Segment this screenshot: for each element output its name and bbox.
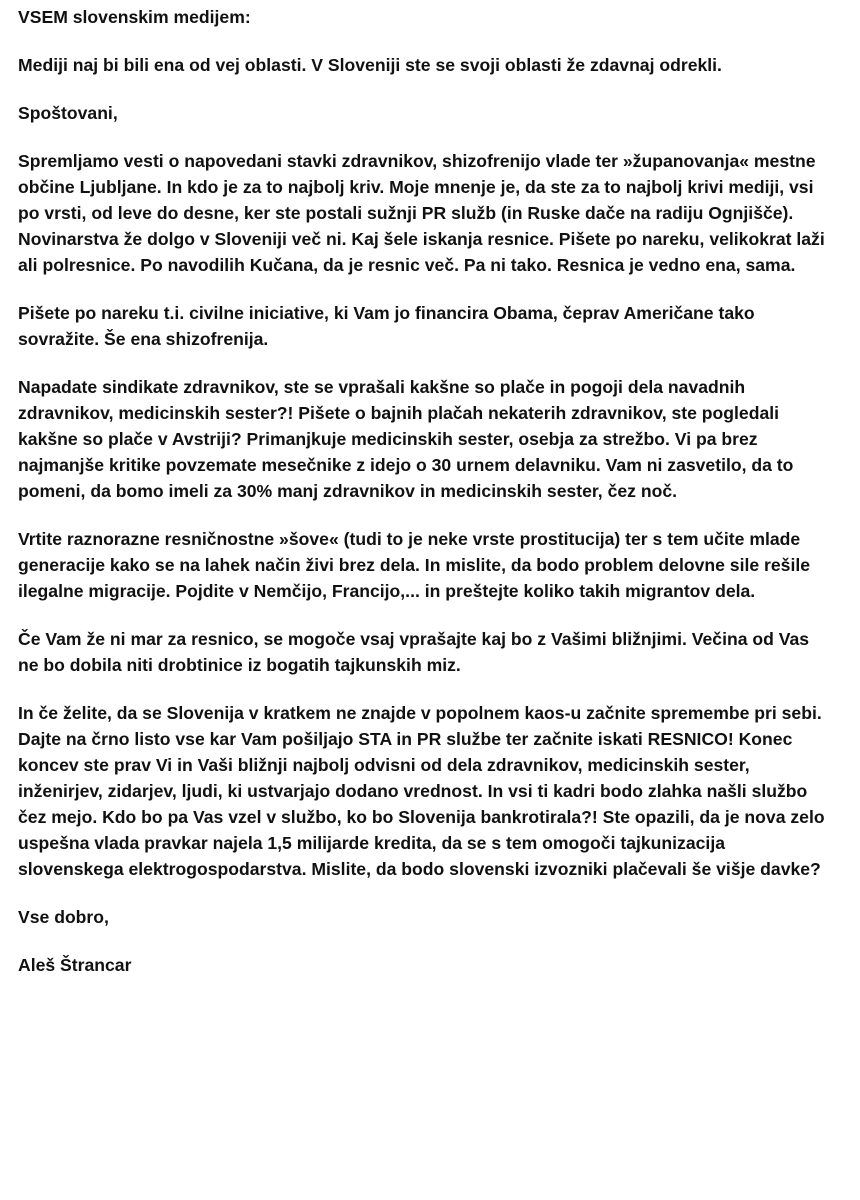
letter-paragraph-3: Napadate sindikate zdravnikov, ste se vprašali kakšne so plače in pogoji dela navadnih zdravnikov, medicinskih sester?! Pišete o bajnih plačah nekaterih zdravnikov, ste pogledali kakšne so plače v Avstriji? Primanjkuje medicinskih sester, osebja za strežbo. Vi pa brez najmanjše kritike povzemate mesečnike z idejo o 30 urnem delavniku. Vam ni zasvetilo, da to pomeni, da bomo imeli za 30% manj zdravnikov in medicinskih sester, čez noč. xyxy=(18,377,794,501)
letter-paragraph-4: Vrtite raznorazne resničnostne »šove« (tudi to je neke vrste prostitucija) ter s tem učite mlade generacije kako se na lahek način živi brez dela. In mislite, da bodo problem delovne sile rešile ilegalne migracije. Pojdite v Nemčijo, Francijo,... in preštejte koliko takih migrantov dela. xyxy=(18,529,811,601)
letter-salutation: Spoštovani, xyxy=(18,103,118,123)
letter-lead: Mediji naj bi bili ena od vej oblasti. V Sloveniji ste se svoji oblasti že zdavnaj odrekli. xyxy=(18,55,722,75)
letter-closing: Vse dobro, xyxy=(18,907,109,927)
letter-paragraph-2: Pišete po nareku t.i. civilne iniciative, ki Vam jo financira Obama, čeprav Američane tako sovražite. Še ena shizofrenija. xyxy=(18,303,755,349)
letter-paragraph-6: In če želite, da se Slovenija v kratkem ne znajde v popolnem kaos-u začnite spremembe pri sebi. Dajte na črno listo vse kar Vam pošiljajo STA in PR službe ter začnite iskati RESNICO! Konec koncev ste prav Vi in Vaši bližnji najbolj odvisni od dela zdravnikov, medicinskih sester, inženirjev, zidarjev, ljudi, ki ustvarjajo dodano vrednost. In vsi ti kadri bodo zlahka našli službo čez mejo. Kdo bo pa Vas vzel v službo, ko bo Slovenija bankrotirala?! Ste opazili, da je nova zelo uspešna vlada pravkar najela 1,5 milijarde kredita, da se s tem omogoči tajkunizacija slovenskega elektrogospodarstva. Mislite, da bodo slovenski izvozniki plačevali še višje davke? xyxy=(18,703,825,879)
letter-paragraph-1: Spremljamo vesti o napovedani stavki zdravnikov, shizofrenijo vlade ter »županovanja« mestne občine Ljubljane. In kdo je za to najbolj kriv. Moje mnenje je, da ste za to najbolj krivi mediji, vsi po vrsti, od leve do desne, ker ste postali sužnji PR služb (in Ruske dače na radiju Ognjišče). Novinarstva že dolgo v Sloveniji več ni. Kaj šele iskanja resnice. Pišete po nareku, velikokrat laži ali polresnice. Po navodilih Kučana, da je resnic več. Pa ni tako. Resnica je vedno ena, sama. xyxy=(18,151,825,275)
letter-document xyxy=(18,4,830,1000)
letter-paragraph-5: Če Vam že ni mar za resnico, se mogoče vsaj vprašajte kaj bo z Vašimi bližnjimi. Večina od Vas ne bo dobila niti drobtinice iz bogatih tajkunskih miz. xyxy=(18,629,810,675)
letter-heading: VSEM slovenskim medijem: xyxy=(18,7,251,27)
letter-signature: Aleš Štrancar xyxy=(18,955,132,975)
